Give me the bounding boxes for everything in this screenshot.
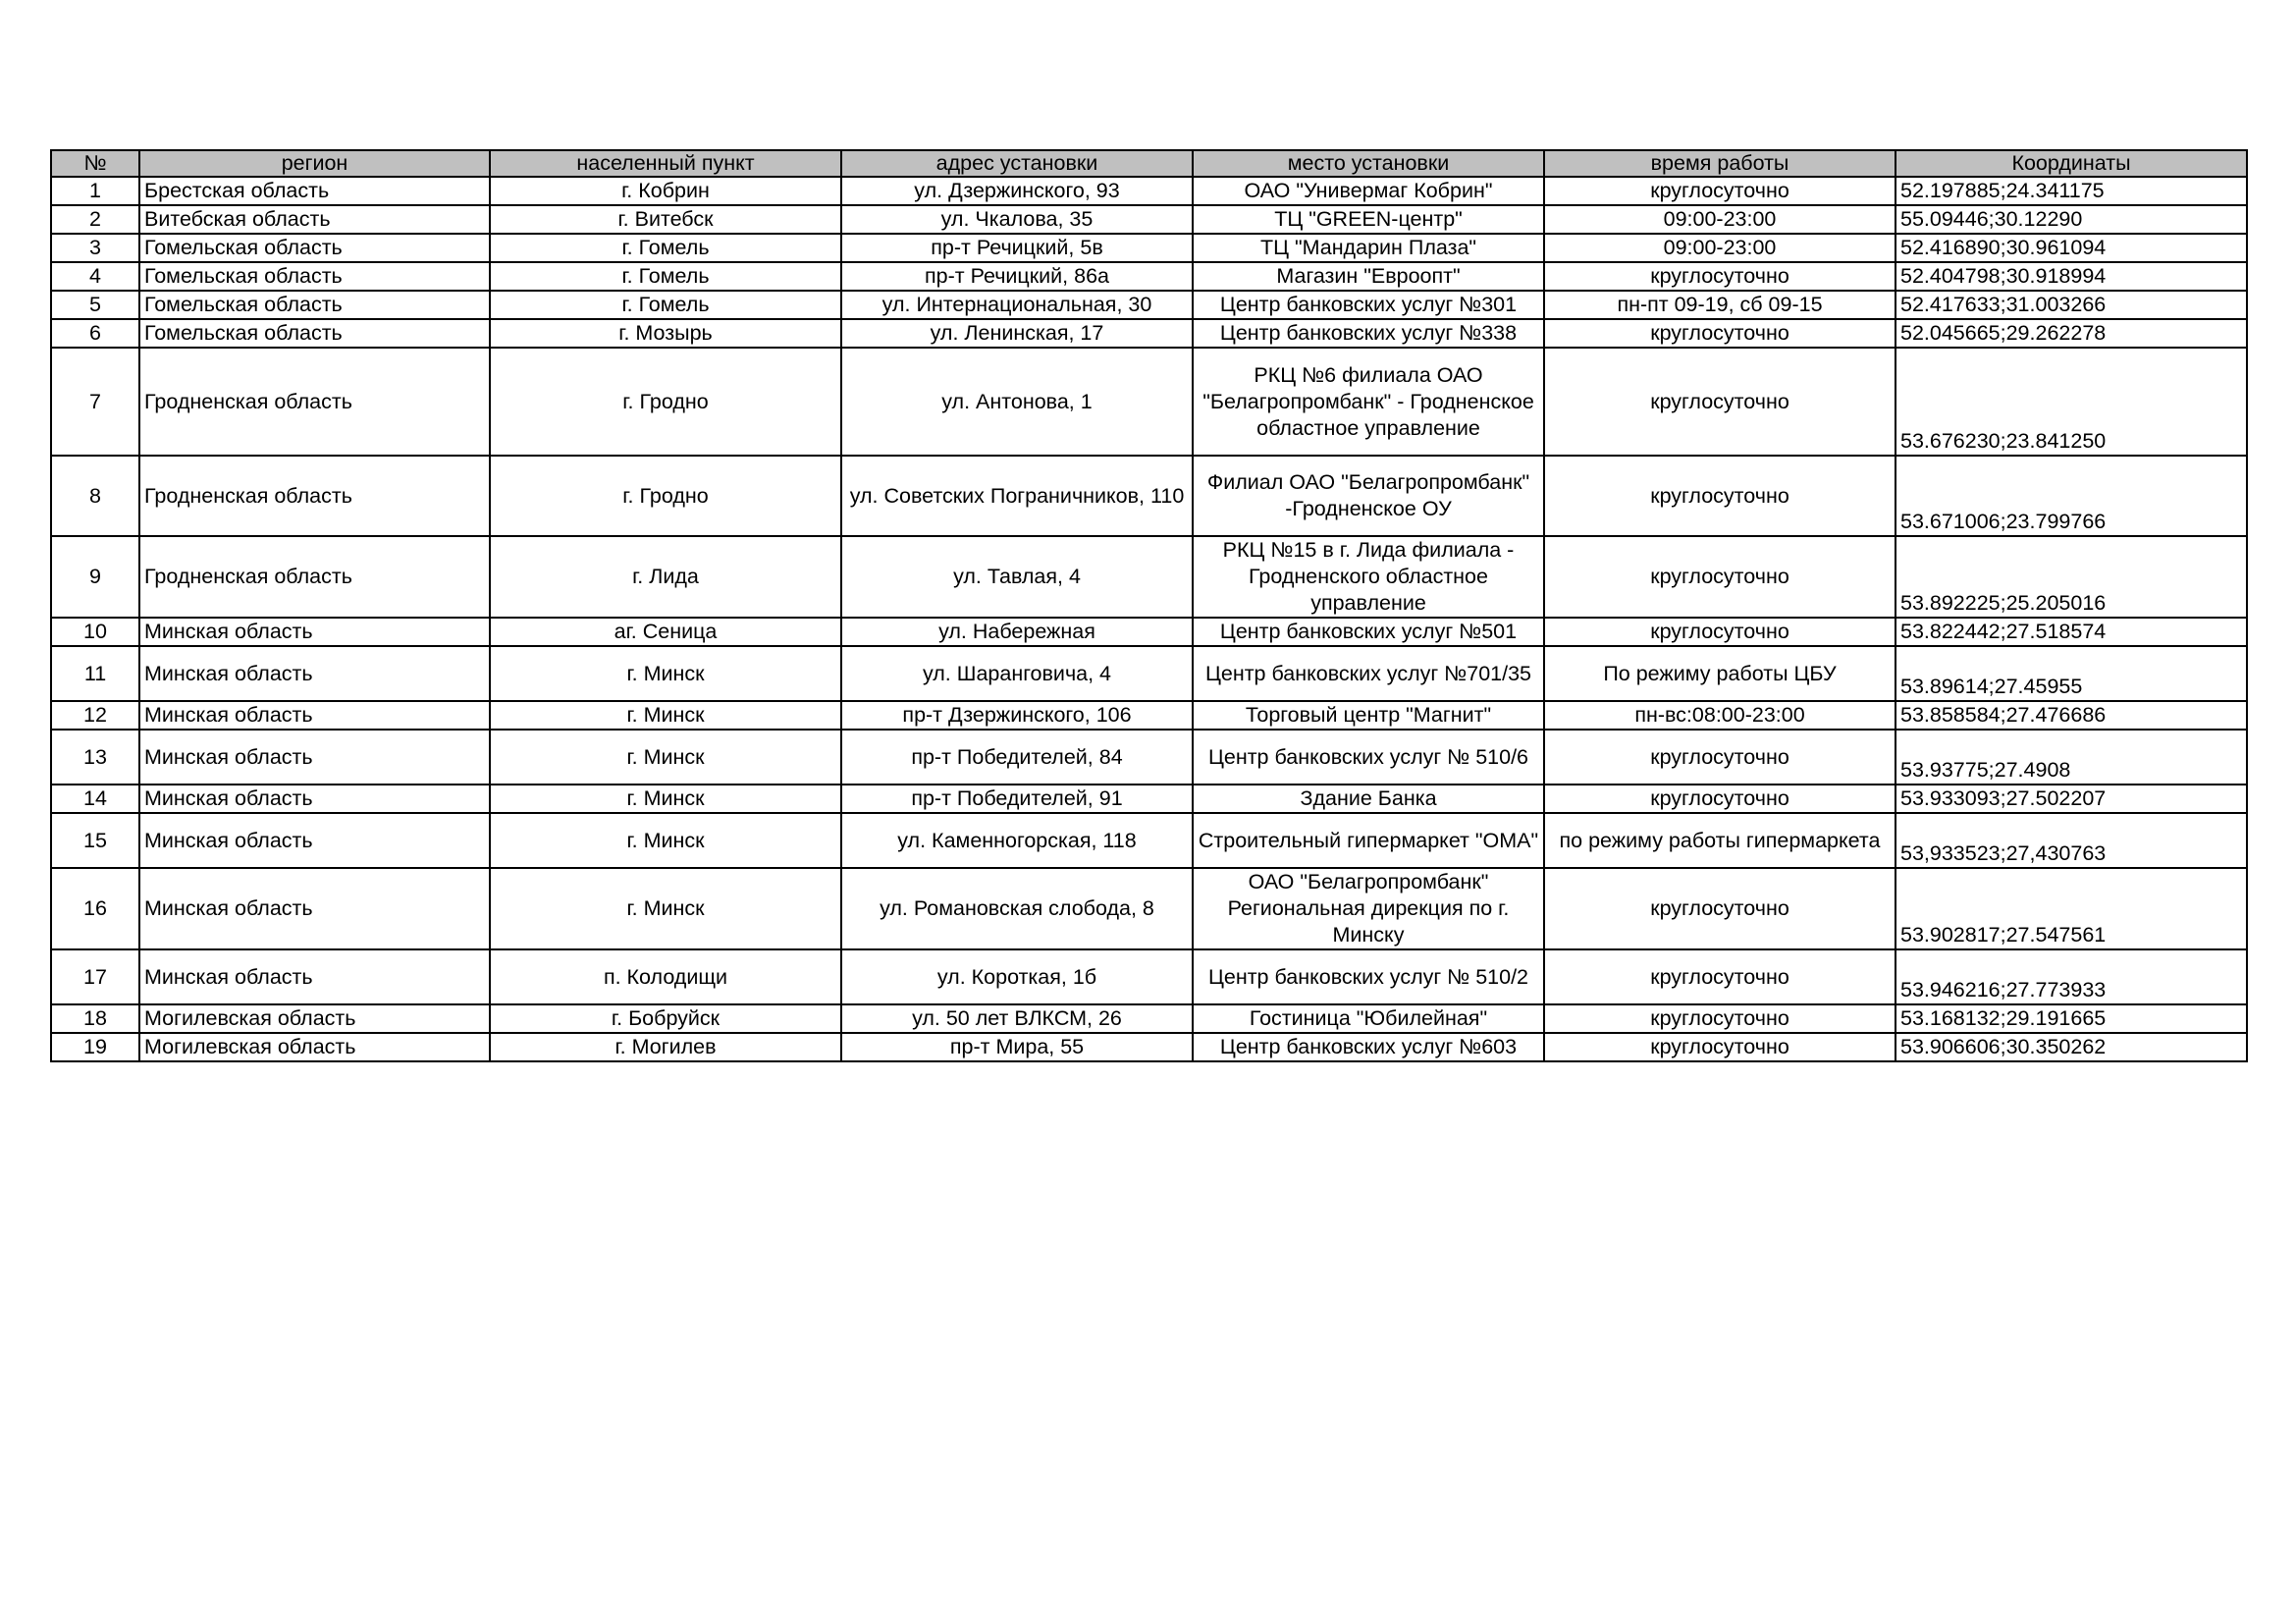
cell-hours: пн-вс:08:00-23:00 [1544, 701, 1896, 730]
table-row [51, 177, 2247, 205]
cell-hours: пн-пт 09-19, сб 09-15 [1544, 291, 1896, 319]
cell-coordinates: 53.89614;27.45955 [1896, 646, 2247, 701]
cell-city: г. Бобруйск [490, 1004, 841, 1033]
cell-number: 13 [51, 730, 139, 785]
cell-coordinates: 53.892225;25.205016 [1896, 536, 2247, 618]
cell-coordinates: 53.902817;27.547561 [1896, 868, 2247, 949]
cell-city: г. Гомель [490, 234, 841, 262]
cell-city: г. Гродно [490, 456, 841, 536]
table-row [51, 348, 2247, 456]
table-row [51, 1033, 2247, 1061]
cell-address: ул. Тавлая, 4 [841, 536, 1193, 618]
table-row [51, 868, 2247, 949]
cell-place: Строительный гипермаркет "ОМА" [1193, 813, 1544, 868]
cell-region: Минская область [139, 618, 490, 646]
table-row [51, 1004, 2247, 1033]
cell-region: Витебская область [139, 205, 490, 234]
cell-city: г. Кобрин [490, 177, 841, 205]
cell-hours: круглосуточно [1544, 456, 1896, 536]
cell-hours: по режиму работы гипермаркета [1544, 813, 1896, 868]
header-city: населенный пункт [490, 150, 841, 177]
table-body [51, 177, 2247, 1061]
cell-number: 18 [51, 1004, 139, 1033]
cell-region: Могилевская область [139, 1033, 490, 1061]
table-row [51, 234, 2247, 262]
header-row [51, 150, 2247, 177]
header-place: место установки [1193, 150, 1544, 177]
table-row [51, 785, 2247, 813]
cell-address: ул. Короткая, 1б [841, 949, 1193, 1004]
cell-hours: круглосуточно [1544, 618, 1896, 646]
cell-coordinates: 52.404798;30.918994 [1896, 262, 2247, 291]
cell-hours: круглосуточно [1544, 868, 1896, 949]
cell-region: Минская область [139, 868, 490, 949]
cell-city: г. Гомель [490, 262, 841, 291]
cell-number: 4 [51, 262, 139, 291]
table-row [51, 646, 2247, 701]
cell-address: пр-т Дзержинского, 106 [841, 701, 1193, 730]
cell-region: Минская область [139, 730, 490, 785]
header-coordinates: Координаты [1896, 150, 2247, 177]
table-row [51, 949, 2247, 1004]
cell-region: Минская область [139, 949, 490, 1004]
cell-coordinates: 53.676230;23.841250 [1896, 348, 2247, 456]
cell-number: 2 [51, 205, 139, 234]
cell-address: ул. Интернациональная, 30 [841, 291, 1193, 319]
header-address: адрес установки [841, 150, 1193, 177]
cell-coordinates: 53.933093;27.502207 [1896, 785, 2247, 813]
cell-number: 19 [51, 1033, 139, 1061]
cell-city: г. Минск [490, 646, 841, 701]
table-row [51, 701, 2247, 730]
cell-place: Гостиница "Юбилейная" [1193, 1004, 1544, 1033]
cell-place: Здание Банка [1193, 785, 1544, 813]
cell-address: пр-т Победителей, 84 [841, 730, 1193, 785]
cell-place: Центр банковских услуг №501 [1193, 618, 1544, 646]
cell-city: п. Колодищи [490, 949, 841, 1004]
cell-number: 5 [51, 291, 139, 319]
table-row [51, 618, 2247, 646]
table-row [51, 730, 2247, 785]
cell-coordinates: 53.946216;27.773933 [1896, 949, 2247, 1004]
cell-coordinates: 53.906606;30.350262 [1896, 1033, 2247, 1061]
cell-region: Минская область [139, 785, 490, 813]
cell-address: ул. Ленинская, 17 [841, 319, 1193, 348]
table-row [51, 319, 2247, 348]
header-number: № [51, 150, 139, 177]
cell-address: пр-т Победителей, 91 [841, 785, 1193, 813]
cell-place: Центр банковских услуг №301 [1193, 291, 1544, 319]
header-region: регион [139, 150, 490, 177]
cell-number: 16 [51, 868, 139, 949]
cell-hours: круглосуточно [1544, 730, 1896, 785]
cell-address: ул. Советских Пограничников, 110 [841, 456, 1193, 536]
cell-place: Центр банковских услуг № 510/2 [1193, 949, 1544, 1004]
cell-address: ул. 50 лет ВЛКСМ, 26 [841, 1004, 1193, 1033]
cell-address: ул. Набережная [841, 618, 1193, 646]
cell-coordinates: 52.045665;29.262278 [1896, 319, 2247, 348]
cell-region: Минская область [139, 701, 490, 730]
cell-number: 11 [51, 646, 139, 701]
cell-coordinates: 53.822442;27.518574 [1896, 618, 2247, 646]
cell-city: г. Гомель [490, 291, 841, 319]
cell-region: Минская область [139, 813, 490, 868]
cell-coordinates: 53.858584;27.476686 [1896, 701, 2247, 730]
cell-city: г. Лида [490, 536, 841, 618]
cell-coordinates: 53.671006;23.799766 [1896, 456, 2247, 536]
cell-number: 8 [51, 456, 139, 536]
cell-number: 12 [51, 701, 139, 730]
cell-coordinates: 53.93775;27.4908 [1896, 730, 2247, 785]
cell-coordinates: 52.416890;30.961094 [1896, 234, 2247, 262]
cell-place: ОАО "Универмаг Кобрин" [1193, 177, 1544, 205]
cell-city: г. Минск [490, 785, 841, 813]
cell-region: Гомельская область [139, 319, 490, 348]
cell-city: аг. Сеница [490, 618, 841, 646]
cell-hours: круглосуточно [1544, 177, 1896, 205]
cell-address: ул. Чкалова, 35 [841, 205, 1193, 234]
cell-region: Брестская область [139, 177, 490, 205]
table-row [51, 205, 2247, 234]
cell-region: Гродненская область [139, 456, 490, 536]
cell-number: 9 [51, 536, 139, 618]
cell-place: ТЦ "GREEN-центр" [1193, 205, 1544, 234]
cell-address: ул. Шаранговича, 4 [841, 646, 1193, 701]
cell-hours: круглосуточно [1544, 1033, 1896, 1061]
cell-number: 15 [51, 813, 139, 868]
atm-locations-table [50, 149, 2248, 1062]
cell-city: г. Могилев [490, 1033, 841, 1061]
cell-address: пр-т Мира, 55 [841, 1033, 1193, 1061]
table-header [51, 150, 2247, 177]
cell-hours: круглосуточно [1544, 319, 1896, 348]
table-row [51, 536, 2247, 618]
cell-city: г. Минск [490, 813, 841, 868]
table-row [51, 291, 2247, 319]
cell-address: пр-т Речицкий, 86а [841, 262, 1193, 291]
cell-address: ул. Романовская слобода, 8 [841, 868, 1193, 949]
cell-region: Гродненская область [139, 536, 490, 618]
cell-region: Минская область [139, 646, 490, 701]
cell-number: 6 [51, 319, 139, 348]
cell-place: РКЦ №6 филиала ОАО "Белагропромбанк" - Гродненское областное управление [1193, 348, 1544, 456]
cell-address: пр-т Речицкий, 5в [841, 234, 1193, 262]
cell-place: Торговый центр "Магнит" [1193, 701, 1544, 730]
cell-place: Магазин "Евроопт" [1193, 262, 1544, 291]
cell-city: г. Мозырь [490, 319, 841, 348]
cell-city: г. Гродно [490, 348, 841, 456]
cell-place: ОАО "Белагропромбанк" Региональная дирекция по г. Минску [1193, 868, 1544, 949]
cell-hours: круглосуточно [1544, 949, 1896, 1004]
cell-coordinates: 52.197885;24.341175 [1896, 177, 2247, 205]
cell-number: 3 [51, 234, 139, 262]
table-row [51, 262, 2247, 291]
cell-region: Гродненская область [139, 348, 490, 456]
cell-number: 7 [51, 348, 139, 456]
cell-city: г. Минск [490, 868, 841, 949]
cell-region: Гомельская область [139, 234, 490, 262]
cell-hours: круглосуточно [1544, 1004, 1896, 1033]
cell-region: Гомельская область [139, 262, 490, 291]
cell-hours: 09:00-23:00 [1544, 234, 1896, 262]
cell-place: Центр банковских услуг №338 [1193, 319, 1544, 348]
cell-hours: круглосуточно [1544, 262, 1896, 291]
cell-coordinates: 53.168132;29.191665 [1896, 1004, 2247, 1033]
cell-address: ул. Каменногорская, 118 [841, 813, 1193, 868]
cell-coordinates: 52.417633;31.003266 [1896, 291, 2247, 319]
cell-region: Гомельская область [139, 291, 490, 319]
cell-place: Центр банковских услуг №701/35 [1193, 646, 1544, 701]
cell-number: 1 [51, 177, 139, 205]
cell-place: РКЦ №15 в г. Лида филиала - Гродненского областное управление [1193, 536, 1544, 618]
cell-hours: круглосуточно [1544, 536, 1896, 618]
cell-place: Центр банковских услуг № 510/6 [1193, 730, 1544, 785]
cell-hours: По режиму работы ЦБУ [1544, 646, 1896, 701]
cell-region: Могилевская область [139, 1004, 490, 1033]
cell-number: 14 [51, 785, 139, 813]
cell-address: ул. Дзержинского, 93 [841, 177, 1193, 205]
table-row [51, 456, 2247, 536]
cell-address: ул. Антонова, 1 [841, 348, 1193, 456]
cell-hours: круглосуточно [1544, 785, 1896, 813]
cell-place: Филиал ОАО "Белагропромбанк" -Гродненское ОУ [1193, 456, 1544, 536]
cell-number: 10 [51, 618, 139, 646]
cell-city: г. Минск [490, 701, 841, 730]
cell-coordinates: 53,933523;27,430763 [1896, 813, 2247, 868]
header-hours: время работы [1544, 150, 1896, 177]
cell-hours: круглосуточно [1544, 348, 1896, 456]
cell-city: г. Витебск [490, 205, 841, 234]
cell-hours: 09:00-23:00 [1544, 205, 1896, 234]
table-row [51, 813, 2247, 868]
cell-coordinates: 55.09446;30.12290 [1896, 205, 2247, 234]
cell-place: Центр банковских услуг №603 [1193, 1033, 1544, 1061]
cell-number: 17 [51, 949, 139, 1004]
cell-city: г. Минск [490, 730, 841, 785]
cell-place: ТЦ "Мандарин Плаза" [1193, 234, 1544, 262]
